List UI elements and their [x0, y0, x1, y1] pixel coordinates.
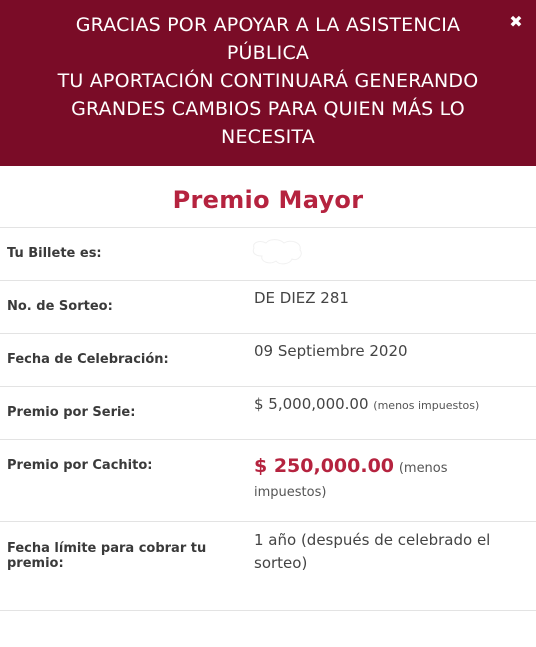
draw-date-label: Fecha de Celebración:: [7, 352, 169, 367]
piece-prize-amount: $ 250,000.00: [254, 455, 395, 477]
table-row: [0, 386, 536, 439]
banner-line: PÚBLICA: [226, 42, 310, 64]
banner-line: GRACIAS POR APOYAR A LA ASISTENCIA: [75, 14, 461, 36]
draw-number-label: No. de Sorteo:: [7, 299, 113, 314]
banner-line: GRANDES CAMBIOS PARA QUIEN MÁS LO: [71, 98, 465, 120]
ticket-number-redacted: [250, 234, 306, 266]
close-icon[interactable]: ✖: [509, 12, 523, 31]
claim-deadline-value: 1 año (después de celebrado el sorteo): [254, 531, 491, 572]
claim-deadline-label: Fecha límite para cobrar tu premio:: [7, 541, 207, 571]
draw-number-value: DE DIEZ 281: [254, 289, 349, 307]
banner-line: TU APORTACIÓN CONTINUARÁ GENERANDO: [57, 70, 479, 92]
table-row: [0, 280, 536, 333]
piece-prize-note: (menos impuestos): [254, 461, 448, 500]
table-row: [0, 333, 536, 386]
ticket-label: Tu Billete es:: [7, 246, 102, 261]
banner-line: NECESITA: [221, 126, 315, 148]
table-row: [0, 521, 536, 611]
table-row: [0, 227, 536, 280]
series-prize-label: Premio por Serie:: [7, 405, 136, 420]
piece-prize-label: Premio por Cachito:: [7, 458, 153, 473]
table-row: [0, 439, 536, 521]
piece-prize-value: [254, 455, 524, 504]
page-title: Premio Mayor: [172, 186, 364, 214]
series-prize-value: [254, 393, 524, 417]
series-prize-amount: $ 5,000,000.00: [254, 395, 369, 413]
thank-you-banner: [0, 0, 536, 166]
draw-date-value: 09 Septiembre 2020: [254, 342, 408, 360]
prize-table: [0, 227, 536, 611]
series-prize-note: (menos impuestos): [373, 399, 480, 412]
